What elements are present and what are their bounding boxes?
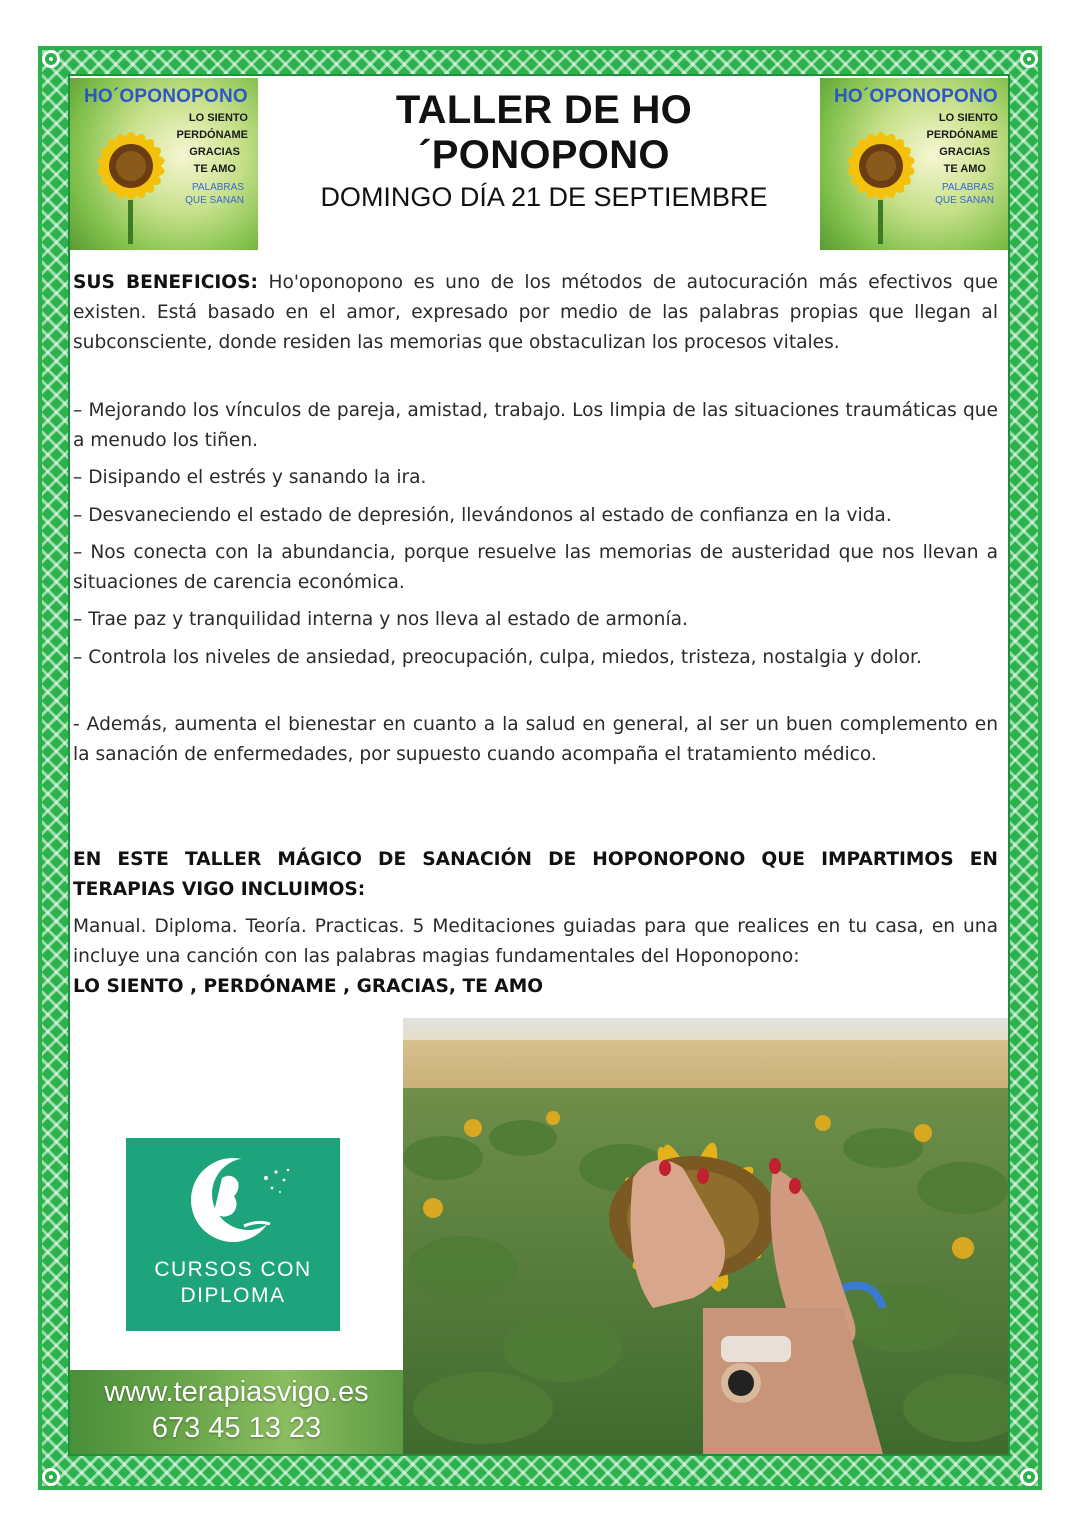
benefits-intro xyxy=(73,268,998,358)
logo-line-2: DIPLOMA xyxy=(180,1284,286,1307)
corner-ornament-icon xyxy=(1020,50,1038,68)
badge-line: PERDÓNAME xyxy=(176,129,248,141)
event-date: DOMINGO DÍA 21 DE SEPTIEMBRE xyxy=(320,182,768,212)
corner-ornament-icon xyxy=(1020,1468,1038,1486)
website-link[interactable]: www.terapiasvigo.es xyxy=(104,1376,369,1408)
badge-small: PALABRAS xyxy=(941,182,994,193)
badge-line: LO SIENTO xyxy=(188,112,248,124)
corner-ornament-icon xyxy=(42,1468,60,1486)
sunflower-icon xyxy=(826,104,936,244)
benefit-item: – Desvaneciendo el estado de depresión, llevándonos al estado de confianza en la vida. xyxy=(73,505,892,526)
contact-banner xyxy=(70,1370,403,1454)
badge-small: QUE SANAN xyxy=(935,195,994,206)
benefit-item: – Trae paz y tranquilidad interna y nos lleva al estado de armonía. xyxy=(73,609,688,630)
sunflower-field-photo xyxy=(403,1018,1008,1454)
badge-title: HO´OPONOPONO xyxy=(834,86,998,107)
badge-line: TE AMO xyxy=(193,163,236,175)
sunflower-badge-right xyxy=(820,78,1008,250)
phone-number: 673 45 13 23 xyxy=(151,1412,322,1444)
corner-ornament-icon xyxy=(42,50,60,68)
badge-line: PERDÓNAME xyxy=(926,129,998,141)
badge-line: TE AMO xyxy=(943,163,986,175)
badge-line: GRACIAS xyxy=(939,146,990,158)
workshop-mantra: LO SIENTO , PERDÓNAME , GRACIAS, TE AMO xyxy=(73,976,544,997)
benefits-intro-text: Ho'oponopono es uno de los métodos de autocuración más efectivos que existen. Está basado en el amor, expresado por medio de las palabras propias que llegan al subconsciente, donde residen las memorias que obstaculizan los procesos vitales. xyxy=(73,272,998,353)
benefit-item: – Mejorando los vínculos de pareja, amistad, trabajo. Los limpia de las situaciones traumáticas que a menudo los tiñen. xyxy=(73,400,998,451)
badge-small: QUE SANAN xyxy=(185,195,244,206)
badge-title: HO´OPONOPONO xyxy=(84,86,248,107)
silhouette-logo-icon xyxy=(126,1148,340,1258)
courses-logo xyxy=(126,1138,340,1331)
badge-small: PALABRAS xyxy=(191,182,244,193)
workshop-heading: EN ESTE TALLER MÁGICO DE SANACIÓN DE HOPONOPONO QUE IMPARTIMOS EN TERAPIAS VIGO INCLUIMOS: xyxy=(73,849,998,900)
sunflower-badge-left xyxy=(70,78,258,250)
logo-line-1: CURSOS CON xyxy=(154,1258,312,1281)
benefit-item: - Además, aumenta el bienestar en cuanto a la salud en general, al ser un buen complemento en la sanación de enfermedades, por supuesto cuando acompaña el tratamiento médico. xyxy=(73,714,998,765)
badge-line: LO SIENTO xyxy=(938,112,998,124)
benefit-item: – Nos conecta con la abundancia, porque resuelve las memorias de austeridad que nos llevan a situaciones de carencia económica. xyxy=(73,542,998,593)
workshop-text: Manual. Diploma. Teoría. Practicas. 5 Meditaciones guiadas para que realices en tu casa, en una incluye una canción con las palabras magias fundamentales del Hoponopono: xyxy=(73,916,998,967)
benefits-label: SUS BENEFICIOS: xyxy=(73,272,258,293)
page-title: TALLER DE HO´PONOPONO xyxy=(395,88,693,177)
sunflower-icon xyxy=(76,104,186,244)
benefit-item: – Controla los niveles de ansiedad, preocupación, culpa, miedos, tristeza, nostalgia y dolor. xyxy=(73,647,922,668)
benefit-item: – Disipando el estrés y sanando la ira. xyxy=(73,467,427,488)
badge-line: GRACIAS xyxy=(189,146,240,158)
